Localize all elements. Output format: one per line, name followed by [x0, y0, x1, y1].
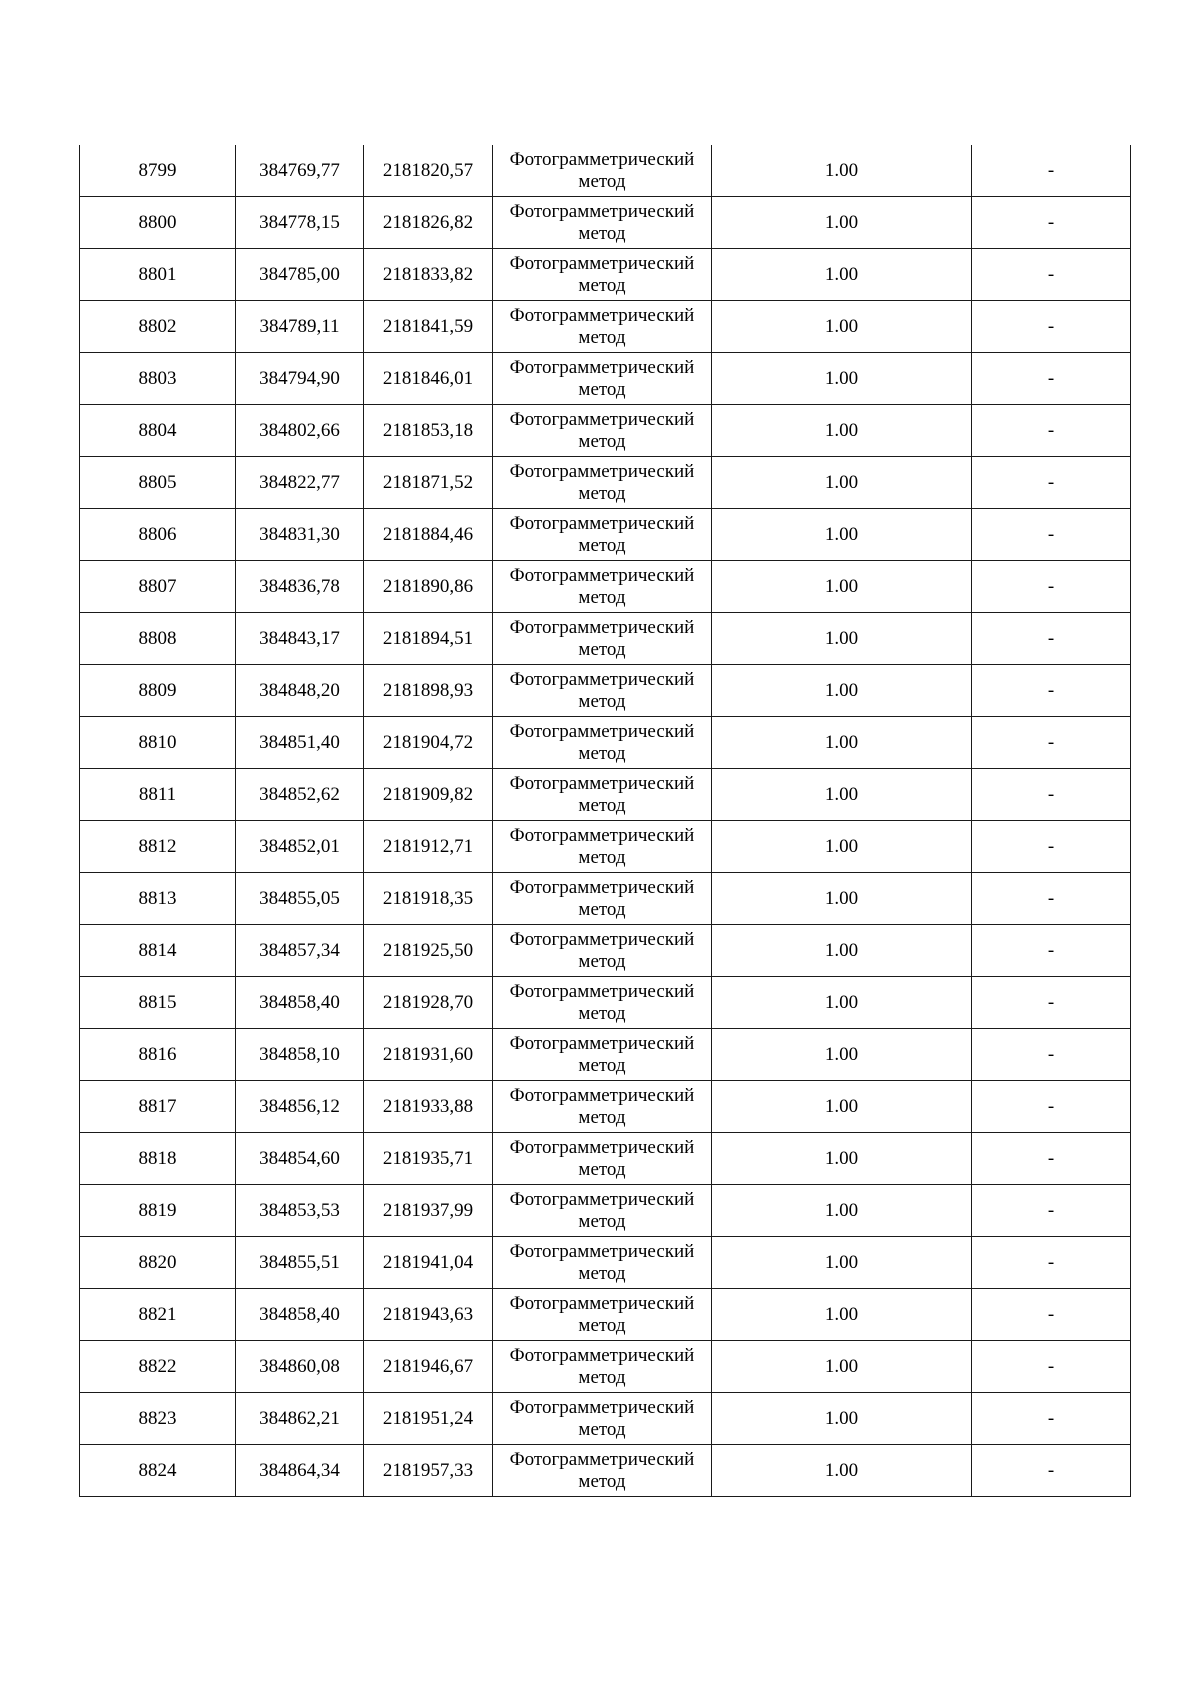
note-cell: - [972, 665, 1131, 717]
x-coordinate-cell: 384769,77 [236, 145, 364, 197]
y-coordinate-cell: 2181935,71 [364, 1133, 493, 1185]
method-cell [493, 1185, 712, 1237]
accuracy-cell: 1.00 [712, 509, 972, 561]
y-coordinate-cell: 2181925,50 [364, 925, 493, 977]
method-line-1: Фотограмметрический [509, 721, 695, 742]
y-coordinate-cell: 2181894,51 [364, 613, 493, 665]
x-coordinate-cell: 384851,40 [236, 717, 364, 769]
table-row [80, 457, 1131, 509]
table-row [80, 925, 1131, 977]
point-number-cell: 8817 [80, 1081, 236, 1133]
x-coordinate-cell: 384802,66 [236, 405, 364, 457]
x-coordinate-cell: 384857,34 [236, 925, 364, 977]
x-coordinate-cell: 384836,78 [236, 561, 364, 613]
table-row [80, 249, 1131, 301]
method-line-2: метод [578, 1211, 626, 1232]
note-cell: - [972, 977, 1131, 1029]
method-line-1: Фотограмметрический [509, 981, 695, 1002]
method-line-2: метод [578, 847, 626, 868]
accuracy-cell: 1.00 [712, 1029, 972, 1081]
method-cell [493, 145, 712, 197]
method-line-2: метод [578, 639, 626, 660]
method-cell [493, 1445, 712, 1497]
accuracy-cell: 1.00 [712, 561, 972, 613]
note-cell: - [972, 769, 1131, 821]
method-cell [493, 1081, 712, 1133]
table-row [80, 1029, 1131, 1081]
method-cell [493, 197, 712, 249]
method-cell [493, 1341, 712, 1393]
method-line-2: метод [578, 899, 626, 920]
note-cell: - [972, 1081, 1131, 1133]
table-row [80, 769, 1131, 821]
y-coordinate-cell: 2181833,82 [364, 249, 493, 301]
accuracy-cell: 1.00 [712, 353, 972, 405]
method-line-1: Фотограмметрический [509, 201, 695, 222]
point-number-cell: 8800 [80, 197, 236, 249]
accuracy-cell: 1.00 [712, 1341, 972, 1393]
accuracy-cell: 1.00 [712, 717, 972, 769]
point-number-cell: 8823 [80, 1393, 236, 1445]
point-number-cell: 8815 [80, 977, 236, 1029]
x-coordinate-cell: 384858,10 [236, 1029, 364, 1081]
method-line-2: метод [578, 223, 626, 244]
method-line-1: Фотограмметрический [509, 669, 695, 690]
x-coordinate-cell: 384778,15 [236, 197, 364, 249]
y-coordinate-cell: 2181871,52 [364, 457, 493, 509]
point-number-cell: 8822 [80, 1341, 236, 1393]
note-cell: - [972, 509, 1131, 561]
y-coordinate-cell: 2181912,71 [364, 821, 493, 873]
y-coordinate-cell: 2181841,59 [364, 301, 493, 353]
point-number-cell: 8803 [80, 353, 236, 405]
method-cell [493, 509, 712, 561]
method-cell [493, 301, 712, 353]
y-coordinate-cell: 2181928,70 [364, 977, 493, 1029]
point-number-cell: 8807 [80, 561, 236, 613]
accuracy-cell: 1.00 [712, 145, 972, 197]
y-coordinate-cell: 2181943,63 [364, 1289, 493, 1341]
x-coordinate-cell: 384855,05 [236, 873, 364, 925]
note-cell: - [972, 197, 1131, 249]
y-coordinate-cell: 2181933,88 [364, 1081, 493, 1133]
note-cell: - [972, 925, 1131, 977]
accuracy-cell: 1.00 [712, 769, 972, 821]
table-row [80, 1393, 1131, 1445]
accuracy-cell: 1.00 [712, 977, 972, 1029]
method-line-2: метод [578, 1471, 626, 1492]
note-cell: - [972, 405, 1131, 457]
method-line-1: Фотограмметрический [509, 305, 695, 326]
accuracy-cell: 1.00 [712, 1081, 972, 1133]
accuracy-cell: 1.00 [712, 1237, 972, 1289]
point-number-cell: 8821 [80, 1289, 236, 1341]
table-row [80, 1445, 1131, 1497]
x-coordinate-cell: 384858,40 [236, 977, 364, 1029]
y-coordinate-cell: 2181846,01 [364, 353, 493, 405]
y-coordinate-cell: 2181941,04 [364, 1237, 493, 1289]
point-number-cell: 8804 [80, 405, 236, 457]
coordinates-table-body [80, 145, 1131, 1497]
table-row [80, 613, 1131, 665]
x-coordinate-cell: 384831,30 [236, 509, 364, 561]
table-row [80, 145, 1131, 197]
table-row [80, 1237, 1131, 1289]
method-line-1: Фотограмметрический [509, 1293, 695, 1314]
accuracy-cell: 1.00 [712, 1133, 972, 1185]
y-coordinate-cell: 2181853,18 [364, 405, 493, 457]
accuracy-cell: 1.00 [712, 301, 972, 353]
note-cell: - [972, 145, 1131, 197]
method-line-1: Фотограмметрический [509, 1033, 695, 1054]
method-line-1: Фотограмметрический [509, 1085, 695, 1106]
method-line-2: метод [578, 691, 626, 712]
table-row [80, 717, 1131, 769]
table-row [80, 353, 1131, 405]
x-coordinate-cell: 384789,11 [236, 301, 364, 353]
note-cell: - [972, 613, 1131, 665]
accuracy-cell: 1.00 [712, 613, 972, 665]
method-line-1: Фотограмметрический [509, 825, 695, 846]
note-cell: - [972, 821, 1131, 873]
method-line-2: метод [578, 1367, 626, 1388]
method-line-1: Фотограмметрический [509, 513, 695, 534]
note-cell: - [972, 1133, 1131, 1185]
method-cell [493, 977, 712, 1029]
accuracy-cell: 1.00 [712, 873, 972, 925]
point-number-cell: 8820 [80, 1237, 236, 1289]
method-line-2: метод [578, 1159, 626, 1180]
method-line-1: Фотограмметрический [509, 409, 695, 430]
point-number-cell: 8811 [80, 769, 236, 821]
point-number-cell: 8812 [80, 821, 236, 873]
table-row [80, 977, 1131, 1029]
point-number-cell: 8805 [80, 457, 236, 509]
method-line-1: Фотограмметрический [509, 253, 695, 274]
x-coordinate-cell: 384794,90 [236, 353, 364, 405]
table-row [80, 821, 1131, 873]
method-line-1: Фотограмметрический [509, 149, 695, 170]
y-coordinate-cell: 2181951,24 [364, 1393, 493, 1445]
table-row [80, 1185, 1131, 1237]
note-cell: - [972, 249, 1131, 301]
accuracy-cell: 1.00 [712, 405, 972, 457]
note-cell: - [972, 457, 1131, 509]
y-coordinate-cell: 2181898,93 [364, 665, 493, 717]
method-line-2: метод [578, 1107, 626, 1128]
point-number-cell: 8816 [80, 1029, 236, 1081]
x-coordinate-cell: 384860,08 [236, 1341, 364, 1393]
method-line-2: метод [578, 535, 626, 556]
table-row [80, 509, 1131, 561]
accuracy-cell: 1.00 [712, 1445, 972, 1497]
x-coordinate-cell: 384855,51 [236, 1237, 364, 1289]
note-cell: - [972, 1341, 1131, 1393]
method-line-2: метод [578, 743, 626, 764]
x-coordinate-cell: 384864,34 [236, 1445, 364, 1497]
point-number-cell: 8801 [80, 249, 236, 301]
method-line-1: Фотограмметрический [509, 357, 695, 378]
method-cell [493, 925, 712, 977]
method-line-1: Фотограмметрический [509, 617, 695, 638]
y-coordinate-cell: 2181918,35 [364, 873, 493, 925]
method-line-2: метод [578, 483, 626, 504]
method-line-2: метод [578, 1419, 626, 1440]
table-row [80, 197, 1131, 249]
y-coordinate-cell: 2181957,33 [364, 1445, 493, 1497]
y-coordinate-cell: 2181826,82 [364, 197, 493, 249]
method-line-1: Фотограмметрический [509, 1241, 695, 1262]
y-coordinate-cell: 2181890,86 [364, 561, 493, 613]
y-coordinate-cell: 2181884,46 [364, 509, 493, 561]
x-coordinate-cell: 384822,77 [236, 457, 364, 509]
accuracy-cell: 1.00 [712, 1393, 972, 1445]
table-row [80, 665, 1131, 717]
method-cell [493, 457, 712, 509]
note-cell: - [972, 353, 1131, 405]
x-coordinate-cell: 384843,17 [236, 613, 364, 665]
method-line-1: Фотограмметрический [509, 565, 695, 586]
method-line-2: метод [578, 795, 626, 816]
x-coordinate-cell: 384853,53 [236, 1185, 364, 1237]
note-cell: - [972, 1289, 1131, 1341]
method-line-1: Фотограмметрический [509, 1189, 695, 1210]
table-row [80, 1081, 1131, 1133]
method-cell [493, 821, 712, 873]
method-line-1: Фотограмметрический [509, 877, 695, 898]
accuracy-cell: 1.00 [712, 197, 972, 249]
method-line-2: метод [578, 171, 626, 192]
y-coordinate-cell: 2181937,99 [364, 1185, 493, 1237]
method-line-1: Фотограмметрический [509, 1397, 695, 1418]
note-cell: - [972, 561, 1131, 613]
point-number-cell: 8819 [80, 1185, 236, 1237]
method-cell [493, 353, 712, 405]
table-row [80, 1289, 1131, 1341]
method-line-2: метод [578, 1315, 626, 1336]
method-cell [493, 613, 712, 665]
method-line-2: метод [578, 1263, 626, 1284]
method-cell [493, 665, 712, 717]
table-row [80, 301, 1131, 353]
method-line-2: метод [578, 951, 626, 972]
note-cell: - [972, 1029, 1131, 1081]
y-coordinate-cell: 2181904,72 [364, 717, 493, 769]
x-coordinate-cell: 384785,00 [236, 249, 364, 301]
method-cell [493, 249, 712, 301]
method-line-2: метод [578, 431, 626, 452]
method-cell [493, 1133, 712, 1185]
note-cell: - [972, 301, 1131, 353]
y-coordinate-cell: 2181931,60 [364, 1029, 493, 1081]
table-row [80, 405, 1131, 457]
accuracy-cell: 1.00 [712, 249, 972, 301]
coordinates-table [79, 145, 1131, 1497]
accuracy-cell: 1.00 [712, 1289, 972, 1341]
method-line-2: метод [578, 1055, 626, 1076]
table-row [80, 561, 1131, 613]
table-row [80, 1133, 1131, 1185]
method-cell [493, 873, 712, 925]
note-cell: - [972, 1185, 1131, 1237]
method-line-1: Фотограмметрический [509, 1137, 695, 1158]
accuracy-cell: 1.00 [712, 821, 972, 873]
x-coordinate-cell: 384858,40 [236, 1289, 364, 1341]
method-line-1: Фотограмметрический [509, 1345, 695, 1366]
accuracy-cell: 1.00 [712, 1185, 972, 1237]
x-coordinate-cell: 384848,20 [236, 665, 364, 717]
method-cell [493, 1237, 712, 1289]
point-number-cell: 8810 [80, 717, 236, 769]
method-line-1: Фотограмметрический [509, 1449, 695, 1470]
method-cell [493, 1029, 712, 1081]
note-cell: - [972, 1393, 1131, 1445]
y-coordinate-cell: 2181820,57 [364, 145, 493, 197]
method-cell [493, 405, 712, 457]
x-coordinate-cell: 384852,62 [236, 769, 364, 821]
method-cell [493, 717, 712, 769]
method-line-1: Фотограмметрический [509, 929, 695, 950]
point-number-cell: 8824 [80, 1445, 236, 1497]
note-cell: - [972, 1445, 1131, 1497]
method-line-2: метод [578, 587, 626, 608]
point-number-cell: 8799 [80, 145, 236, 197]
method-line-2: метод [578, 1003, 626, 1024]
x-coordinate-cell: 384862,21 [236, 1393, 364, 1445]
x-coordinate-cell: 384854,60 [236, 1133, 364, 1185]
method-cell [493, 769, 712, 821]
method-cell [493, 1393, 712, 1445]
method-cell [493, 1289, 712, 1341]
note-cell: - [972, 717, 1131, 769]
method-line-2: метод [578, 275, 626, 296]
method-cell [493, 561, 712, 613]
method-line-2: метод [578, 379, 626, 400]
point-number-cell: 8813 [80, 873, 236, 925]
y-coordinate-cell: 2181946,67 [364, 1341, 493, 1393]
method-line-1: Фотограмметрический [509, 461, 695, 482]
accuracy-cell: 1.00 [712, 457, 972, 509]
y-coordinate-cell: 2181909,82 [364, 769, 493, 821]
point-number-cell: 8806 [80, 509, 236, 561]
method-line-2: метод [578, 327, 626, 348]
point-number-cell: 8814 [80, 925, 236, 977]
point-number-cell: 8802 [80, 301, 236, 353]
x-coordinate-cell: 384852,01 [236, 821, 364, 873]
note-cell: - [972, 873, 1131, 925]
table-row [80, 1341, 1131, 1393]
point-number-cell: 8818 [80, 1133, 236, 1185]
point-number-cell: 8809 [80, 665, 236, 717]
method-line-1: Фотограмметрический [509, 773, 695, 794]
accuracy-cell: 1.00 [712, 925, 972, 977]
accuracy-cell: 1.00 [712, 665, 972, 717]
table-row [80, 873, 1131, 925]
point-number-cell: 8808 [80, 613, 236, 665]
note-cell: - [972, 1237, 1131, 1289]
x-coordinate-cell: 384856,12 [236, 1081, 364, 1133]
